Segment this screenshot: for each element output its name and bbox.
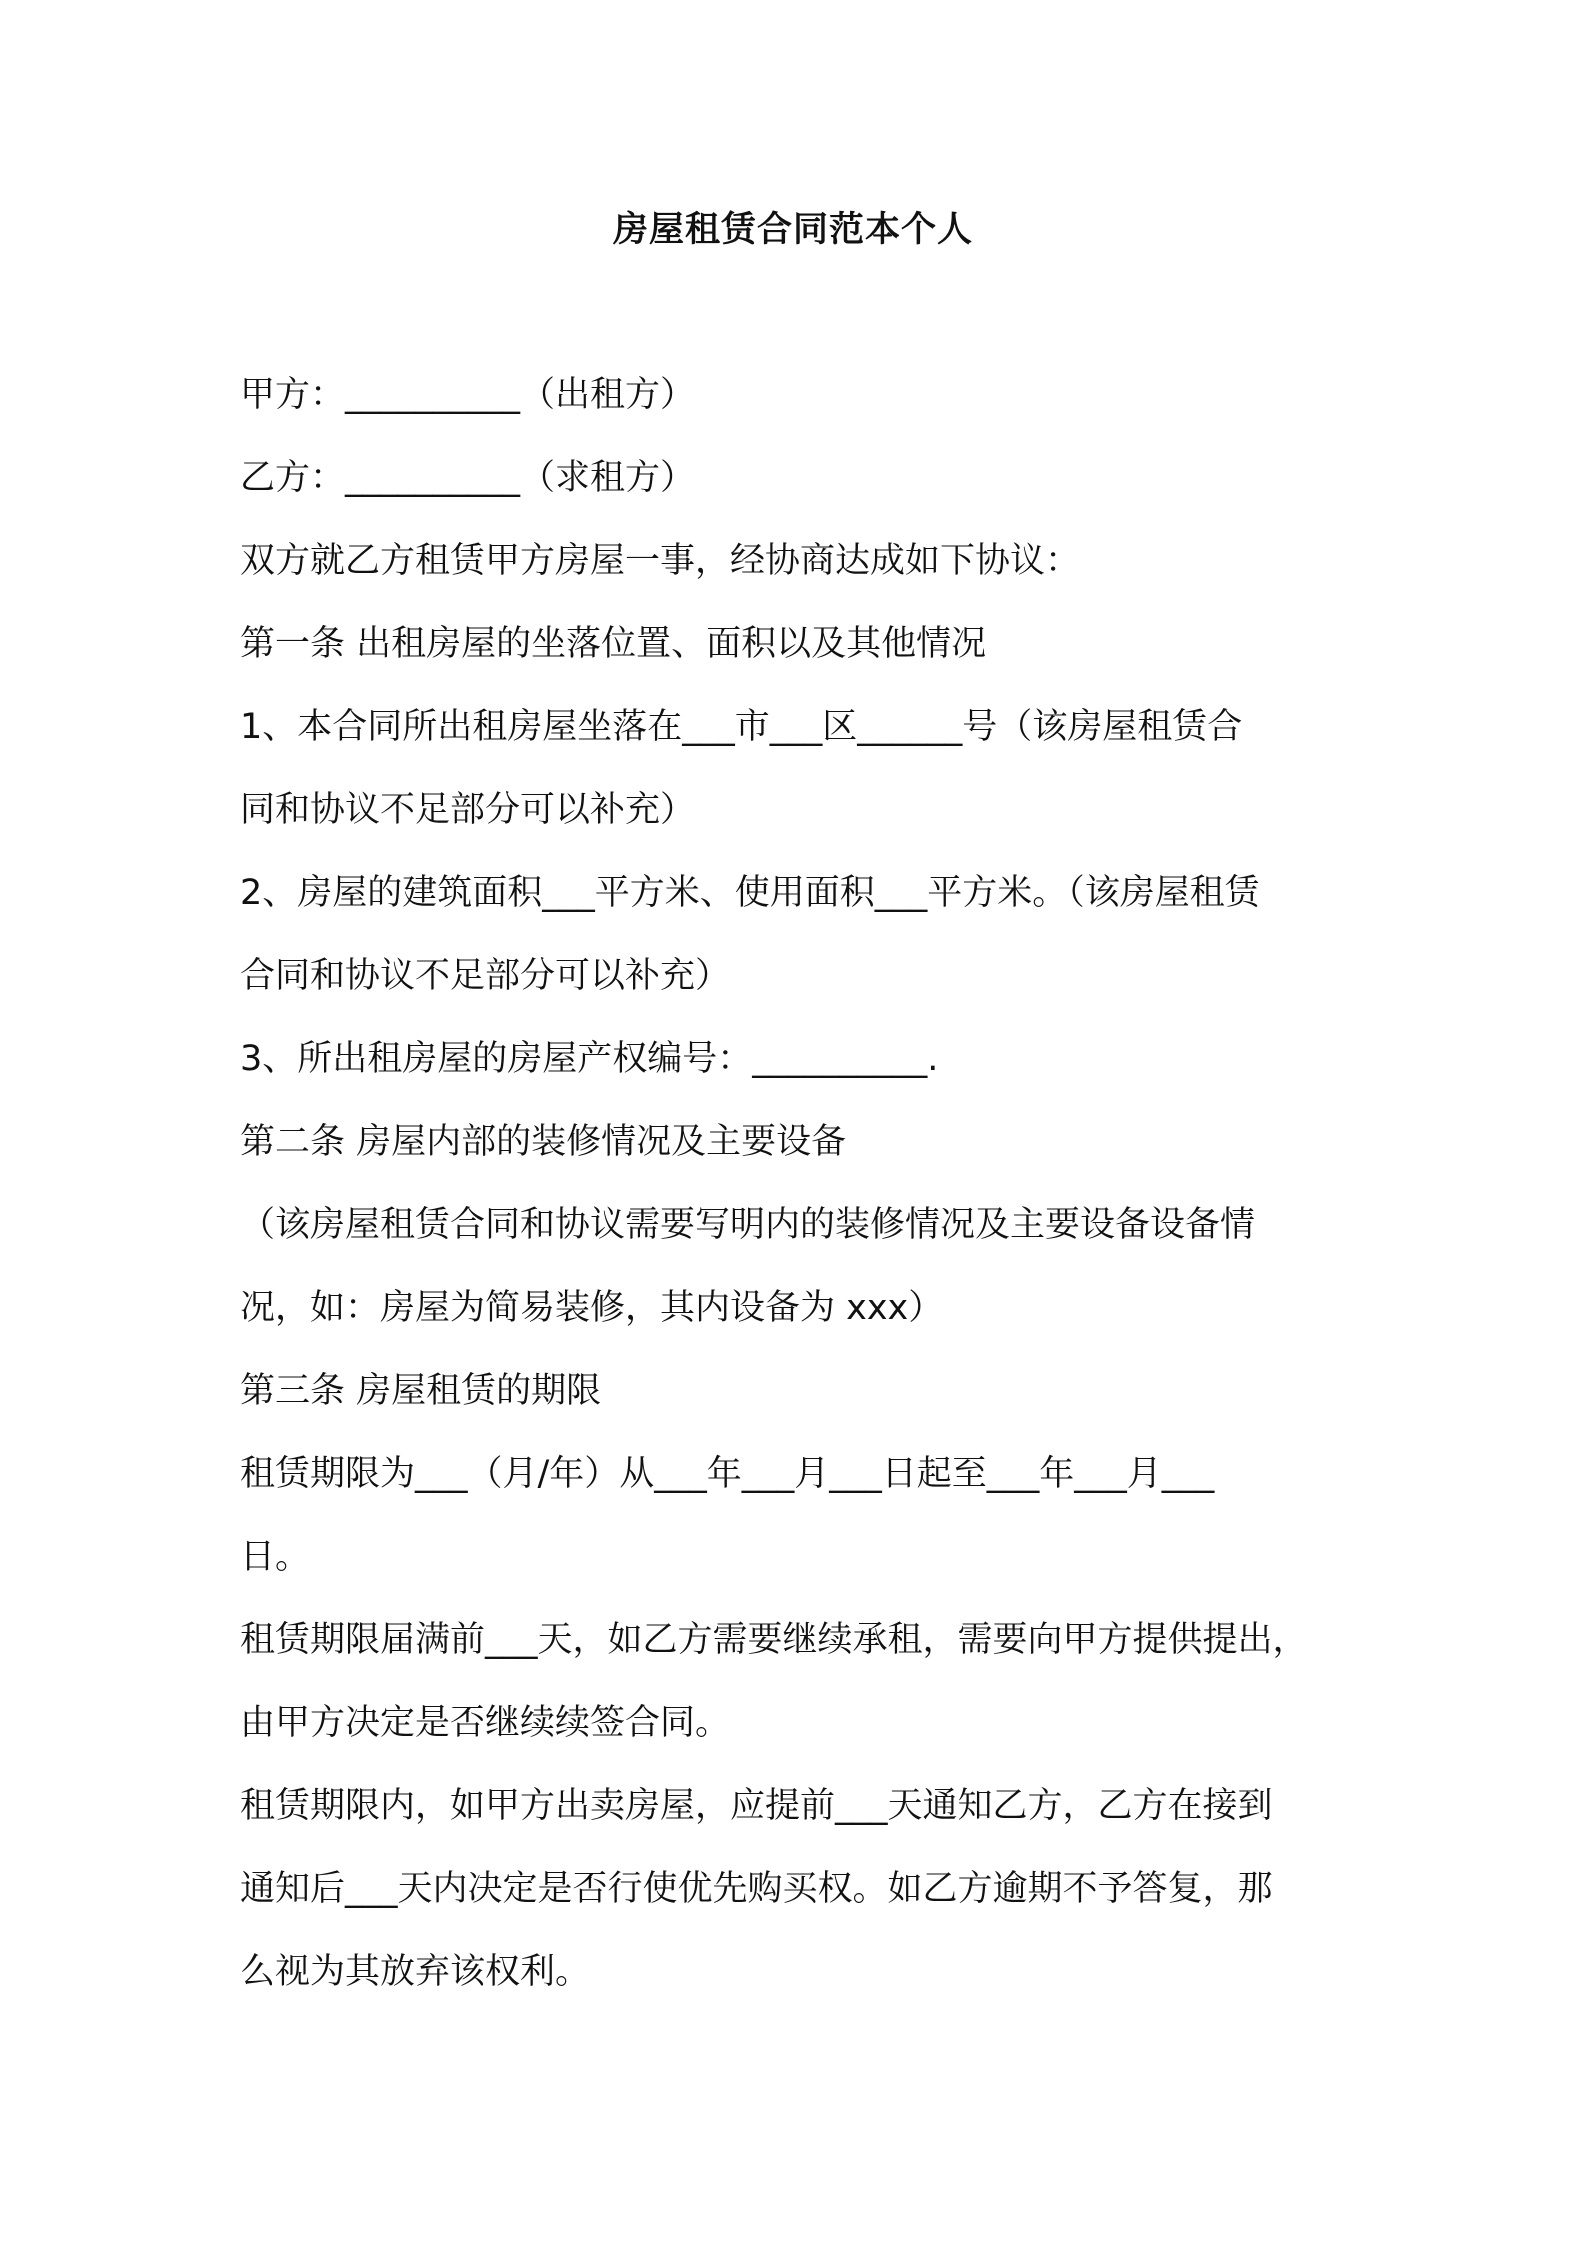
article-1-item-3: 3、所出租房屋的房屋产权编号：__________. [240,1039,939,1079]
article-2-note-line-1: （该房屋租赁合同和协议需要写明内的装修情况及主要设备设备情 [240,1205,1256,1245]
lease-term-line-1: 租赁期限为___（月/年）从___年___月___日起至___年___月___ [240,1454,1215,1494]
preamble-line: 双方就乙方租赁甲方房屋一事，经协商达成如下协议： [240,541,1081,581]
article-1-item-2-line-2: 合同和协议不足部分可以补充） [240,956,731,996]
article-2-note-line-2: 况，如：房屋为简易装修，其内设备为 xxx） [240,1288,944,1328]
article-1-item-1-line-2: 同和协议不足部分可以补充） [240,790,696,830]
party-b-line: 乙方：__________（求租方） [240,458,696,498]
article-1-heading: 第一条 出租房屋的坐落位置、面积以及其他情况 [240,624,987,664]
article-1-item-2-line-1: 2、房屋的建筑面积___平方米、使用面积___平方米。（该房屋租赁 [240,873,1260,913]
lease-term-line-2: 日。 [240,1537,311,1577]
renewal-line-1: 租赁期限届满前___天，如乙方需要继续承租，需要向甲方提供提出， [240,1620,1308,1660]
party-a-line: 甲方：__________（出租方） [240,375,696,415]
article-3-heading: 第三条 房屋租赁的期限 [240,1371,602,1411]
article-2-heading: 第二条 房屋内部的装修情况及主要设备 [240,1122,847,1162]
sale-notice-line-3: 么视为其放弃该权利。 [240,1952,591,1992]
document-title: 房屋租赁合同范本个人 [612,210,973,250]
sale-notice-line-1: 租赁期限内，如甲方出卖房屋，应提前___天通知乙方，乙方在接到 [240,1786,1273,1826]
sale-notice-line-2: 通知后___天内决定是否行使优先购买权。如乙方逾期不予答复，那 [240,1869,1273,1909]
article-1-item-1-line-1: 1、本合同所出租房屋坐落在___市___区______号（该房屋租赁合 [240,707,1243,747]
renewal-line-2: 由甲方决定是否继续续签合同。 [240,1703,731,1743]
